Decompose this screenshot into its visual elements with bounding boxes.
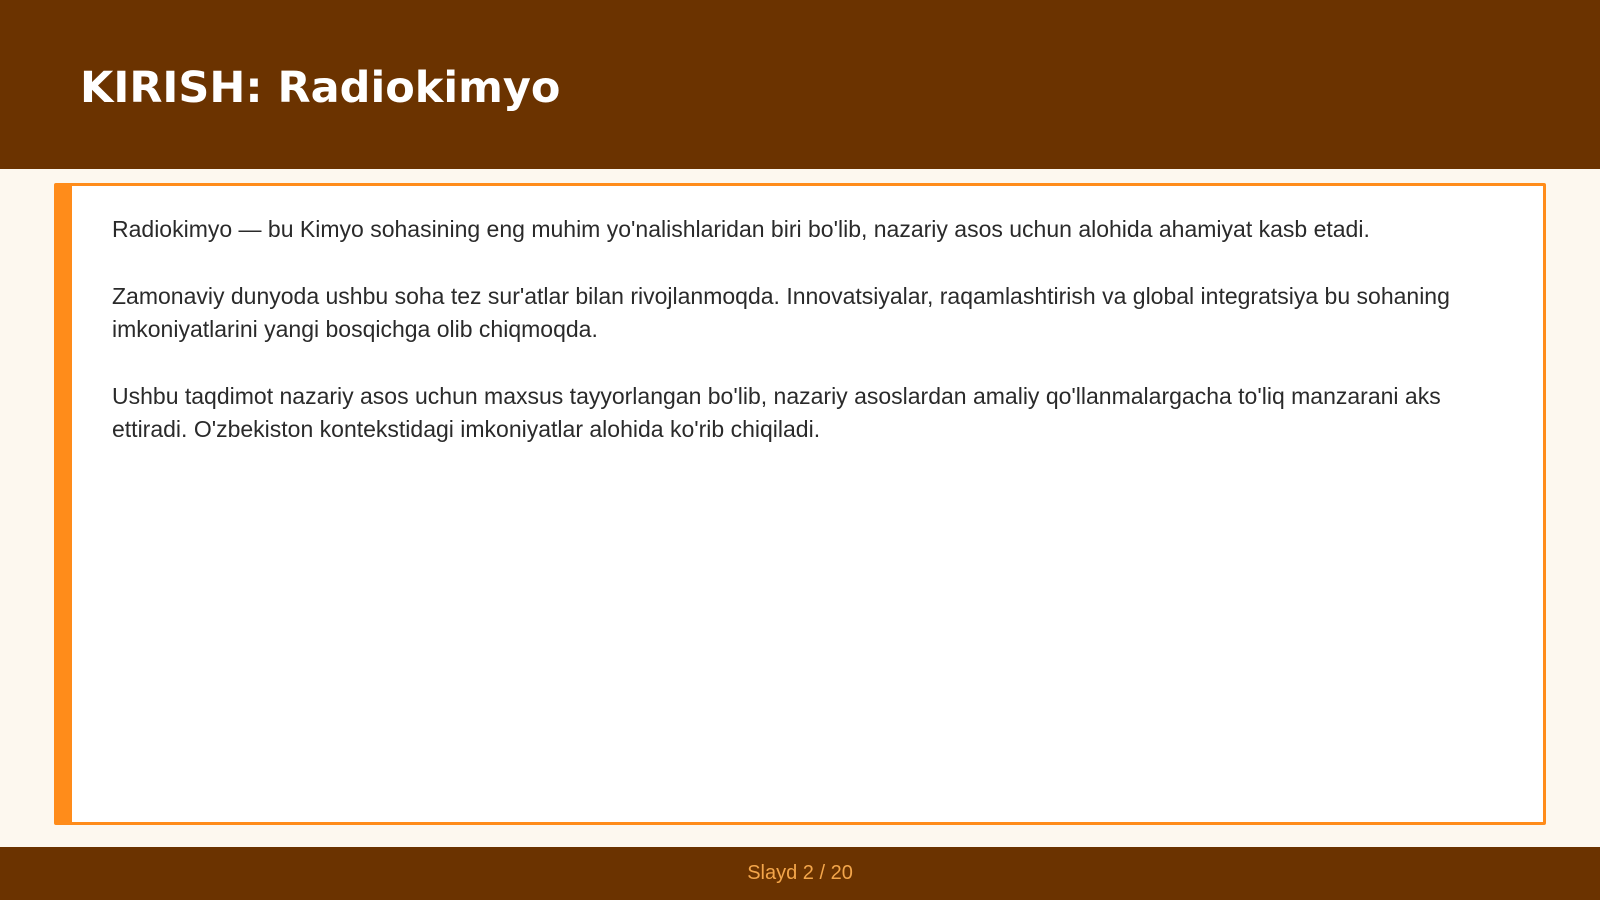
paragraph-presentation-purpose: Ushbu taqdimot nazariy asos uchun maxsus tayyorlangan bo'lib, nazariy asoslardan amaliy qo'llanmalargacha to'liq manzarani aks ettiradi. O'zbekiston kontekstidagi imkoniyatlar alohida ko'rib chiqiladi. — [112, 383, 1441, 442]
content-paragraphs — [112, 213, 1512, 480]
paragraph-modern-world: Zamonaviy dunyoda ushbu soha tez sur'atlar bilan rivojlanmoqda. Innovatsiyalar, raqamlashtirish va global integratsiya bu sohaning imkoniyatlarini yangi bosqichga olib chiqmoqda. — [112, 283, 1450, 342]
paragraph-intro: Radiokimyo — bu Kimyo sohasining eng muhim yo'nalishlaridan biri bo'lib, nazariy asos uchun alohida ahamiyat kasb etadi. — [112, 216, 1370, 242]
slide-title: KIRISH: Radiokimyo — [80, 63, 561, 113]
content-box — [54, 183, 1546, 825]
slide-footer — [0, 847, 1600, 900]
slide-header — [0, 0, 1600, 169]
slide-number: Slayd 2 / 20 — [747, 862, 853, 884]
